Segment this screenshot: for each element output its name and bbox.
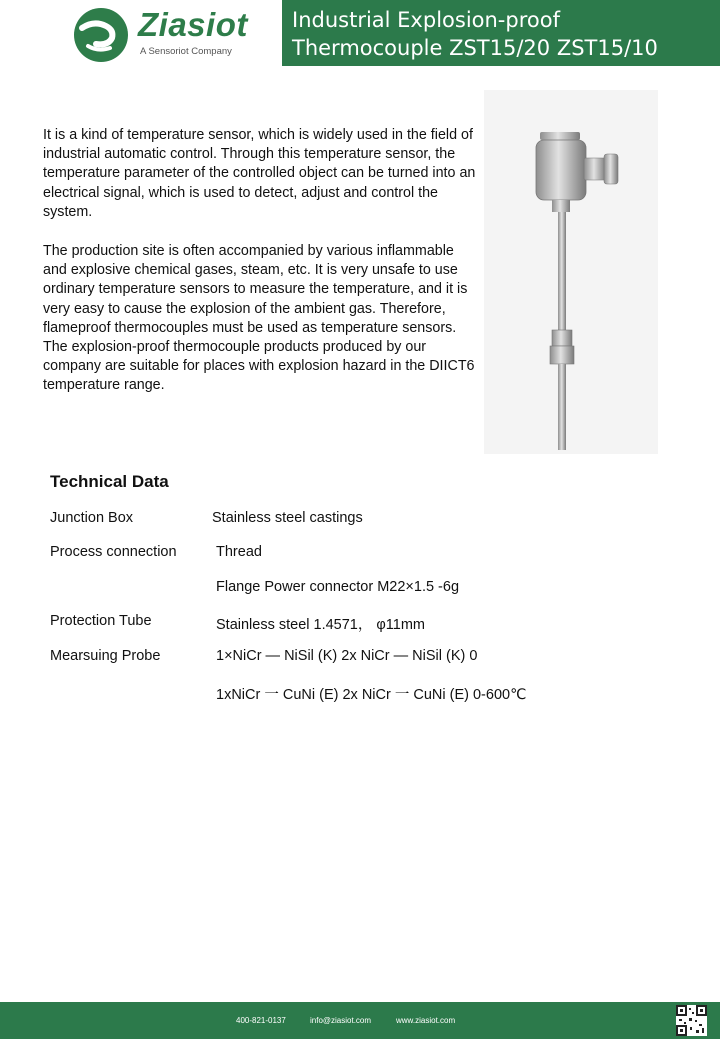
technical-data-heading: Technical Data [50, 472, 169, 491]
spec-row [50, 613, 670, 633]
qr-code-icon [676, 1005, 707, 1036]
spec-label: Mearsuing Probe [50, 648, 161, 664]
spec-label: Process connection [50, 544, 177, 560]
brand-name: Ziasiot [138, 6, 248, 43]
footer-email[interactable]: info@ziasiot.com [310, 1016, 372, 1025]
brand-tagline: A Sensoriot Company [140, 46, 232, 57]
spec-value: Thread [216, 544, 262, 560]
spec-row [50, 544, 670, 564]
logo-swirl-icon [72, 6, 132, 64]
spec-value: Stainless steel castings [212, 510, 363, 526]
spec-value: 1×NiCr — NiSil (K) 2x NiCr — NiSil (K) 0 [216, 648, 478, 664]
spec-value: Flange Power connector M22×1.5 -6g [216, 579, 460, 595]
spec-row [50, 648, 670, 668]
footer-phone: 400-821-0137 [236, 1016, 286, 1025]
company-logo [72, 6, 272, 64]
footer-bar [0, 1002, 720, 1039]
footer-website[interactable]: www.ziasiot.com [396, 1016, 456, 1025]
page-title-line1: Industrial Explosion-proof [292, 8, 560, 32]
title-banner [282, 0, 720, 66]
spec-row [50, 579, 670, 599]
spec-value: 1xNiCr 一 CuNi (E) 2x NiCr 一 CuNi (E) 0-600℃ [216, 687, 527, 703]
thermocouple-illustration [484, 90, 658, 454]
spec-row [50, 510, 670, 530]
intro-paragraph-1: It is a kind of temperature sensor, which is widely used in the field of industrial automatic control. Through this temperature sensor, the temperature parameter of the controlled object can be turned into an electrical signal, which is used to detect, adjust and control the system. [43, 127, 476, 220]
spec-label: Junction Box [50, 510, 134, 526]
intro-paragraph-2: The production site is often accompanied by various inflammable and explosive chemical gases, steam, etc. It is very unsafe to use ordinary temperature sensors to measure the temperature, and it is very easy to cause the explosion of the ambient gas. Therefore, flameproof thermocouples must be used as temperature sensors. The explosion-proof thermocouple products produced by our company are suitable for places with explosion hazard in the DIICT6 temperature range. [43, 243, 475, 394]
spec-row [50, 683, 670, 703]
product-image [484, 90, 658, 454]
spec-value: Stainless steel 1.4571， φ11mm [216, 617, 426, 633]
spec-label: Protection Tube [50, 613, 152, 629]
page-title-line2: Thermocouple ZST15/20 ZST15/10 [292, 36, 658, 60]
